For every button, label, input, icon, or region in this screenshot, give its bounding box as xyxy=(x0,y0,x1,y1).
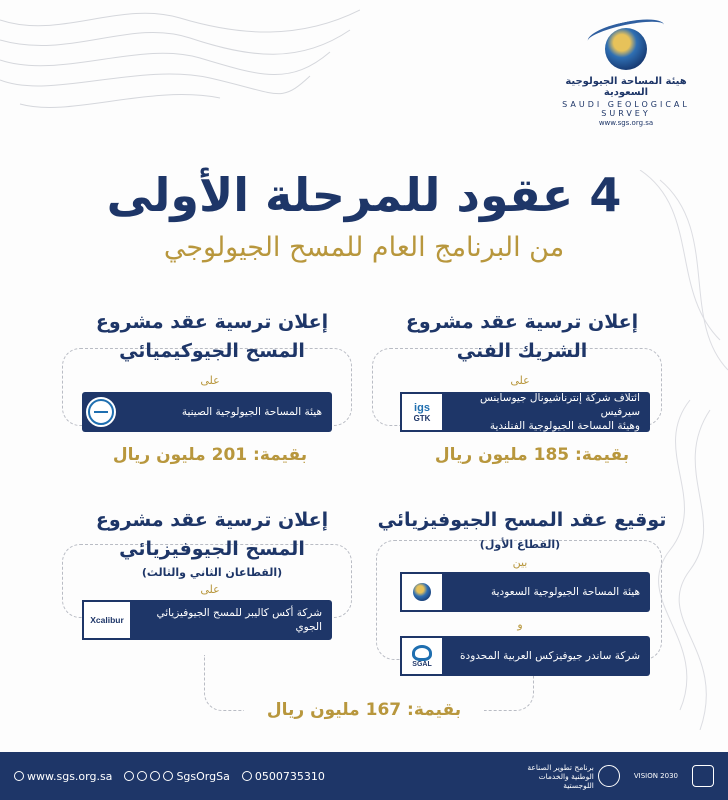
cgs-seal-icon xyxy=(88,399,114,425)
technical-partner-price: بقيمة: 185 مليون ريال xyxy=(434,445,630,465)
technical-partner-title xyxy=(372,308,672,366)
program-name: برنامج تطوير الصناعة الوطنية والخدمات اللوجستية xyxy=(527,762,594,790)
vision-label: VISION 2030 xyxy=(633,771,678,780)
geophysical-award-line2: المسح الجيوفيزيائي xyxy=(119,538,305,560)
geochemical-bar xyxy=(82,392,332,432)
gtk-logo-text: GTK xyxy=(413,413,431,423)
shared-price: بقيمة: 167 مليون ريال xyxy=(244,700,484,720)
xcalibur-logo xyxy=(82,600,132,640)
whatsapp-icon xyxy=(242,771,252,781)
logo-english-name: SAUDI GEOLOGICAL SURVEY xyxy=(562,100,690,118)
logo-arabic-name: هيئة المساحة الجيولوجية السعودية xyxy=(565,76,687,98)
geophysical-signing-and: و xyxy=(517,618,523,631)
footer-phone[interactable] xyxy=(242,770,325,783)
geochemical-price: بقيمة: 201 مليون ريال xyxy=(112,445,308,465)
geophysical-signing-bar1 xyxy=(400,572,650,612)
logo-url: www.sgs.org.sa xyxy=(598,119,654,127)
geophysical-signing-sector: (القطاع الأول) xyxy=(479,538,561,551)
technical-partner-company-line2: وهيئة المساحة الجيولوجية الفنلندية xyxy=(489,420,640,432)
page-subtitle: من البرنامج العام للمسح الجيولوجي xyxy=(163,232,565,263)
technical-partner-on: على xyxy=(510,374,530,387)
geophysical-signing-bar2 xyxy=(400,636,650,676)
sgs-small-logo xyxy=(400,572,444,612)
technical-partner-bar xyxy=(400,392,650,432)
social-icon-3 xyxy=(150,771,160,781)
technical-partner-company xyxy=(444,391,640,433)
page-title: 4 عقود للمرحلة الأولى xyxy=(106,168,622,222)
geophysical-signing-between: بين xyxy=(512,556,528,569)
geophysical-award-bar xyxy=(82,600,332,640)
geophysical-signing-company2: شركة ساندر جيوفيزكس العربية المحدودة xyxy=(460,650,640,662)
technical-partner-company-line1: ائتلاف شركة إنترناشيونال جيوساينس سيرفيس xyxy=(479,392,640,418)
technical-partner-line1: إعلان ترسية عقد مشروع xyxy=(405,311,639,333)
globe-small-icon xyxy=(413,583,431,601)
program-logo xyxy=(524,763,620,790)
geophysical-award-sectors: (القطاعان الثاني والثالث) xyxy=(141,566,283,579)
social-icon-2 xyxy=(137,771,147,781)
footer-phone-text: 0500735310 xyxy=(254,769,325,783)
geophysical-award-title xyxy=(62,506,362,564)
geophysical-award-line1: إعلان ترسية عقد مشروع xyxy=(95,509,329,531)
igs-logo-text: igs xyxy=(414,401,430,414)
social-icon-1 xyxy=(124,771,134,781)
sgal-emblem-icon xyxy=(412,645,432,661)
vision-2030-logo xyxy=(634,772,678,781)
xcalibur-logo-text: Xcalibur xyxy=(90,615,124,625)
igs-gtk-logo xyxy=(400,392,444,432)
geochemical-title xyxy=(62,308,362,366)
globe-icon xyxy=(605,28,647,70)
saudi-emblem-icon xyxy=(692,765,714,787)
geophysical-signing-title: توقيع عقد المسح الجيوفيزيائي xyxy=(377,509,667,531)
technical-partner-line2: الشريك الفني xyxy=(456,340,588,362)
footer-partners xyxy=(524,763,714,790)
contour-lines-top-left xyxy=(0,0,360,120)
geochemical-on: على xyxy=(200,374,220,387)
social-icon-4 xyxy=(163,771,173,781)
footer xyxy=(0,752,728,800)
footer-website-text: www.sgs.org.sa xyxy=(27,769,113,783)
web-icon xyxy=(14,771,24,781)
geophysical-award-company: شركة أكس كاليبر للمسح الجيوفيزيائي الجوي xyxy=(156,607,322,633)
footer-social[interactable] xyxy=(124,770,229,783)
cgs-logo xyxy=(84,395,118,429)
footer-contacts xyxy=(14,770,325,783)
footer-website[interactable] xyxy=(14,770,112,783)
footer-social-text: SgsOrgSa xyxy=(176,769,230,783)
geochemical-company: هيئة المساحة الجيولوجية الصينية xyxy=(181,406,322,418)
geophysical-signing-company1: هيئة المساحة الجيولوجية السعودية xyxy=(491,586,640,598)
geophysical-award-on: على xyxy=(200,583,220,596)
sgs-logo xyxy=(546,28,706,127)
program-emblem-icon xyxy=(598,765,620,787)
geochemical-line1: إعلان ترسية عقد مشروع xyxy=(95,311,329,333)
sgal-logo xyxy=(400,636,444,676)
geochemical-line2: المسح الجيوكيميائي xyxy=(119,340,305,362)
sgal-logo-text: SGAL xyxy=(412,660,432,668)
